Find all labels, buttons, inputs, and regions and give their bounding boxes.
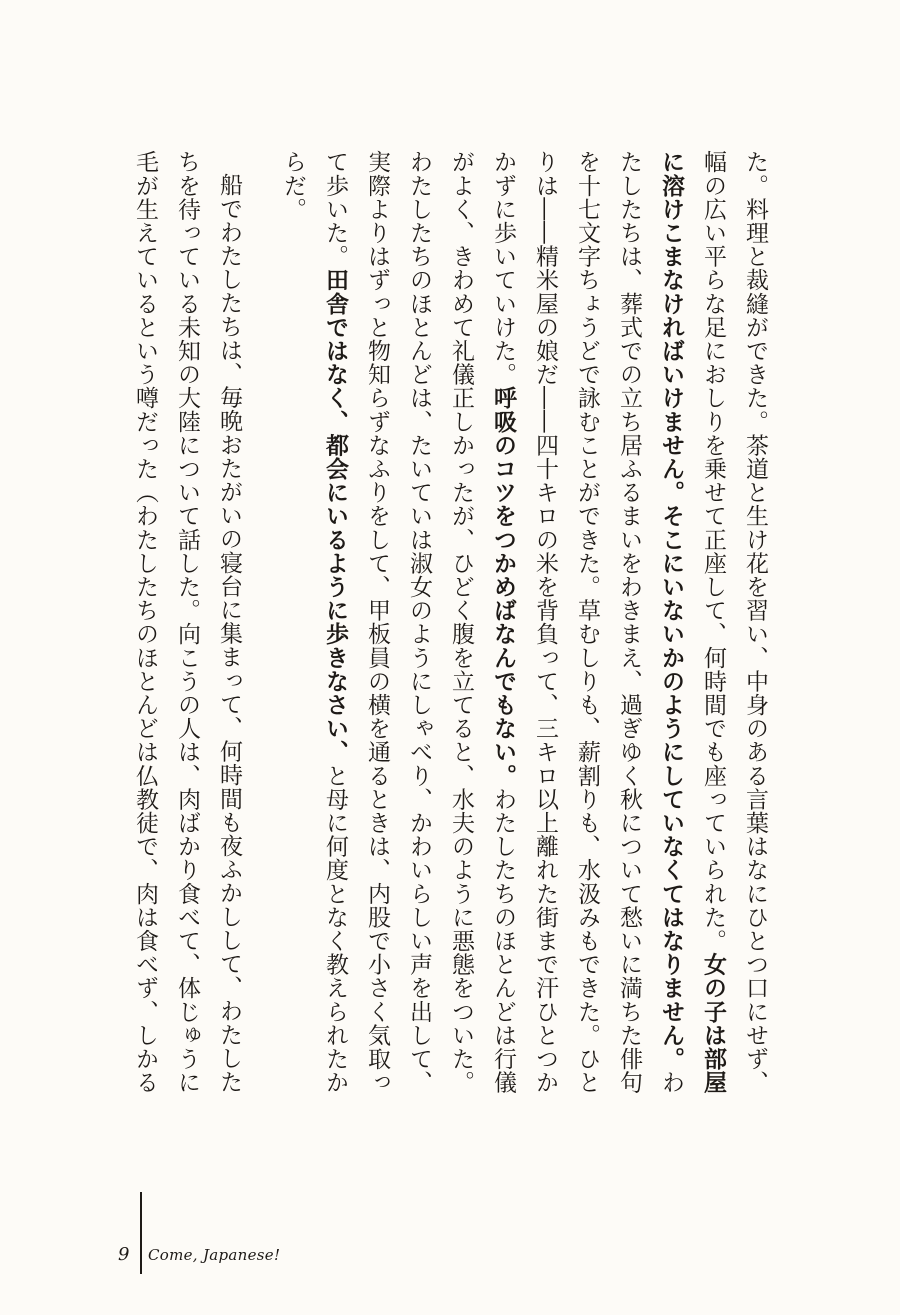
text-run: た。料理と裁縫ができた。茶道と生け花を習い、中身のある言葉はなにひとつ口にせず、幅の広い平らな足におしりを乗せて正座して、何時間でも座っていられた。: [700, 150, 768, 1094]
paragraph-1: [272, 150, 776, 1110]
running-head: Come, Japanese!: [148, 1246, 281, 1264]
text-run: わたしたちのほとんどは行儀がよく、きわめて礼儀正しかったが、ひどく腹を立てると、水夫のように悪態をついた。わたしたちのほとんどは、たいていは淑女のようにしゃべり、かわいらしい声を出して、実際よりはずっと物知らずなふりをして、甲板員の横を通るときは、内股で小さく気取って歩いた。: [322, 150, 516, 1095]
emphasized-text-run: 女の子は部屋に溶けこまなければいけません。そこにいないかのようにしていなくてはなりません。: [658, 150, 727, 1095]
emphasized-text-run: 田舎ではなく、都会にいるように歩きなさい、: [322, 268, 349, 764]
text-run: わたしたちは、葬式での立ち居ふるまいをわきまえ、過ぎゆく秋について愁いに満ちた俳句を十七文字ちょうどで詠むことができた。草むしりも、薪割りも、水汲みもできた。ひとりは――精米屋の娘だ――四十キロの米を背負って、三キロ以上離れた街まで汗ひとつかかずに歩いていけた。: [490, 150, 684, 1095]
paragraph-2: [124, 150, 250, 1110]
emphasized-text-run: 呼吸のコツをつかめばなんでもない。: [490, 386, 517, 788]
vertical-text-body: [124, 150, 776, 1110]
page-number: 9: [118, 1244, 130, 1265]
text-run: 船でわたしたちは、毎晩おたがいの寝台に集まって、何時間も夜ふかしして、わたしたちを待っている未知の大陸について話した。向こうの人は、肉ばかり食べて、体じゅうに毛が生えているという噂だった（わたしたちのほとんどは仏教徒で、肉は食べず、しかる: [132, 150, 242, 1094]
footer-divider: [140, 1192, 142, 1274]
text-run: と母に何度となく教えられたからだ。: [280, 150, 348, 1095]
